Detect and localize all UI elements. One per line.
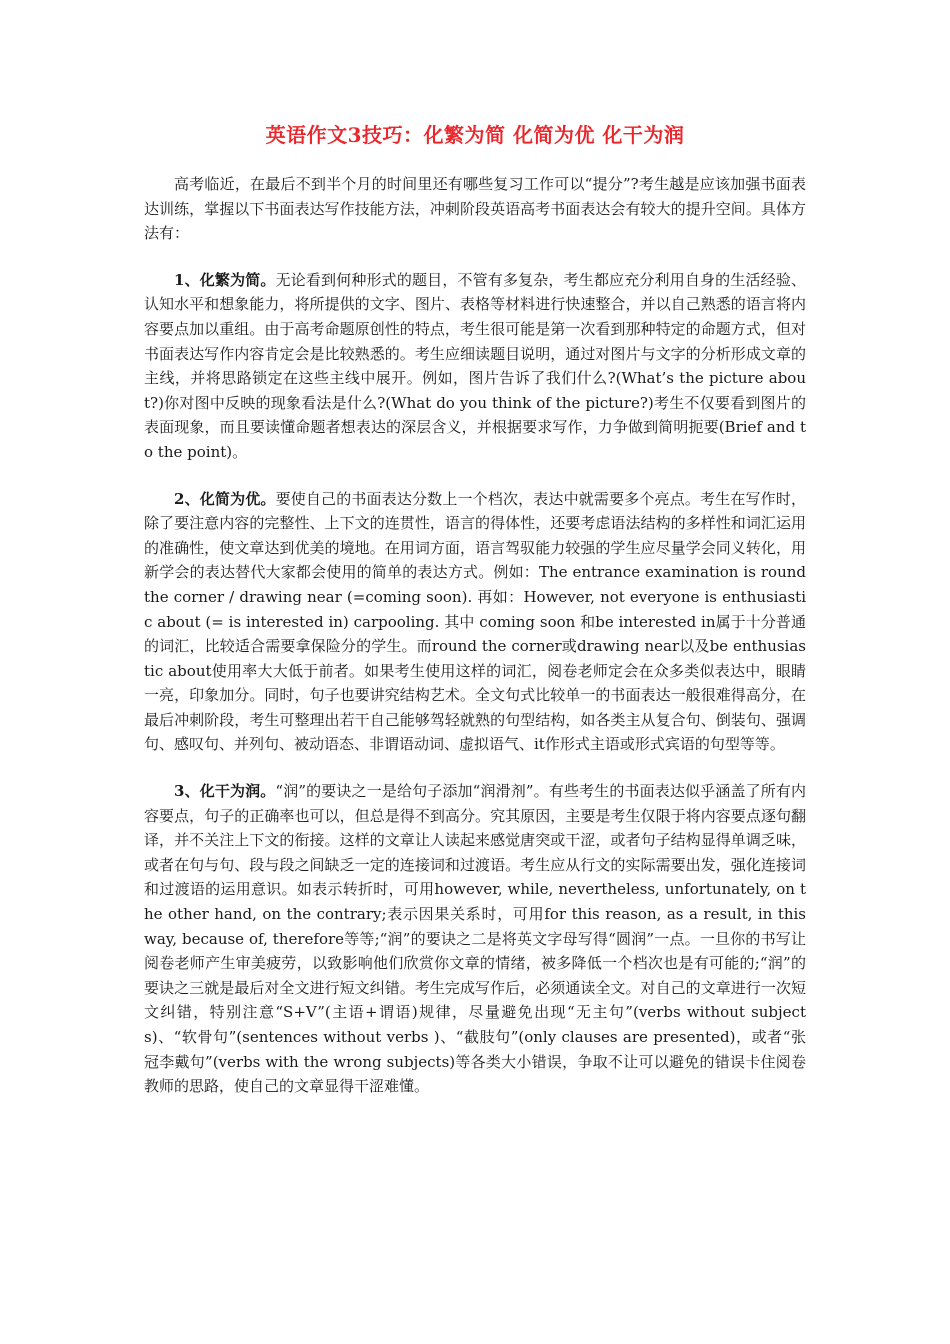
section-2-paragraph bbox=[144, 487, 806, 758]
section-3-body: “润”的要诀之一是给句子添加“润滑剂”。有些考生的书面表达似乎涵盖了所有内容要点，句子的正确率也可以，但总是得不到高分。究其原因，主要是考生仅限于将内容要点逐句翻译，并不关注上下文的衔接。这样的文章让人读起来感觉唐突或干涩，或者句子结构显得单调乏味，或者在句与句、段与段之间缺乏一定的连接词和过渡语。考生应从行文的实际需要出发，强化连接词和过渡语的运用意识。如表示转折时，可用however, while, nevertheless, unfortunately, on the other hand, on the contrary;表示因果关系时，可用for this reason, as a result, in this way, because of, therefore等等;“润”的要诀之二是将英文字母写得“圆润”一点。一旦你的书写让阅卷老师产生审美疲劳，以致影响他们欣赏你文章的情绪，被多降低一个档次也是有可能的;“润”的要诀之三就是最后对全文进行短文纠错。考生完成写作后，必须通读全文。对自己的文章进行一次短文纠错，特别注意“S+V”(主语+谓语)规律，尽量避免出现“无主句”(verbs without subjects)、“软骨句”(sentences without verbs )、“截肢句”(only clauses are presented)，或者“张冠李戴句”(verbs with the wrong subjects)等各类大小错误，争取不让可以避免的错误卡住阅卷教师的思路，使自己的文章显得干涩难懂。 bbox=[144, 782, 806, 1096]
section-1-body: 无论看到何种形式的题目，不管有多复杂，考生都应充分利用自身的生活经验、认知水平和想象能力，将所提供的文字、图片、表格等材料进行快速整合，并以自己熟悉的语言将内容要点加以重组。由于高考命题原创性的特点，考生很可能是第一次看到那种特定的命题方式，但对书面表达写作内容肯定会是比较熟悉的。考生应细读题目说明，通过对图片与文字的分析形成文章的主线，并将思路锁定在这些主线中展开。例如，图片告诉了我们什么?(What’s the picture about?)你对图中反映的现象看法是什么?(What do you think of the picture?)考生不仅要看到图片的表面现象，而且要读懂命题者想表达的深层含义，并根据要求写作，力争做到简明扼要(Brief and to the point)。 bbox=[144, 270, 806, 461]
section-2-body: 要使自己的书面表达分数上一个档次，表达中就需要多个亮点。考生在写作时，除了要注意内容的完整性、上下文的连贯性，语言的得体性，还要考虑语法结构的多样性和词汇运用的准确性，使文章达到优美的境地。在用词方面，语言驾驭能力较强的学生应尽量学会同义转化，用新学会的表达替代大家都会使用的简单的表达方式。例如：The entrance examination is round the corner / drawing near (=coming soon). 再如：However, not everyone is enthusiastic about (= is interested in) carpooling. 其中 coming soon 和be interested in属于十分普通的词汇，比较适合需要拿保险分的学生。而round the corner或drawing near以及be enthusiastic about使用率大大低于前者。如果考生使用这样的词汇，阅卷老师定会在众多类似表达中，眼睛一亮，印象加分。同时，句子也要讲究结构艺术。全文句式比较单一的书面表达一般很难得高分，在最后冲刺阶段，考生可整理出若干自己能够驾轻就熟的句型结构，如各类主从复合句、倒装句、强调句、感叹句、并列句、被动语态、非谓语动词、虚拟语气、it作形式主语或形式宾语的句型等等。 bbox=[144, 489, 806, 754]
intro-paragraph: 高考临近，在最后不到半个月的时间里还有哪些复习工作可以“提分”?考生越是应该加强书面表达训练，掌握以下书面表达写作技能方法，冲刺阶段英语高考书面表达会有较大的提升空间。具体方法有： bbox=[144, 175, 806, 243]
document-title: 英语作文3技巧：化繁为简 化简为优 化干为润 bbox=[265, 123, 685, 147]
section-2-heading: 2、化简为优。 bbox=[174, 489, 276, 508]
section-1-paragraph bbox=[144, 268, 806, 465]
document-page bbox=[144, 118, 806, 1121]
section-1-heading: 1、化繁为简。 bbox=[174, 270, 276, 289]
section-3-heading: 3、化干为润。 bbox=[174, 782, 276, 801]
section-3-paragraph bbox=[144, 779, 806, 1099]
